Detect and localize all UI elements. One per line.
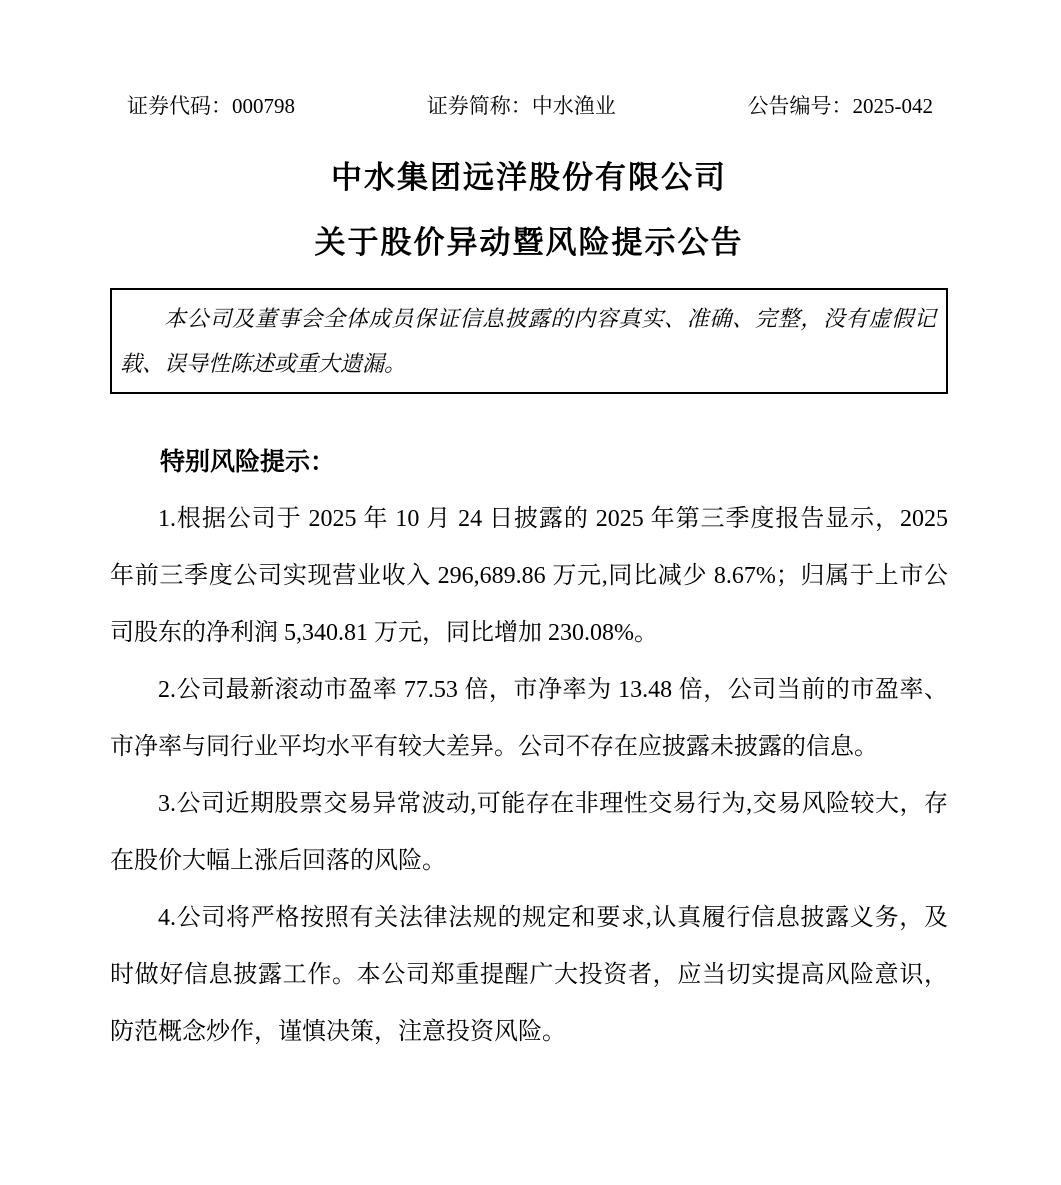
statement-box bbox=[110, 288, 948, 394]
special-risk-heading: 特别风险提示： bbox=[160, 448, 336, 476]
risk-paragraph-1: 1.根据公司于 2025 年 10 月 24 日披露的 2025 年第三季度报告显示，2025 年前三季度公司实现营业收入 296,689.86 万元,同比减少 8.67%；归属于上市公司股东的净利润 5,340.81 万元，同比增加 230.08%。 bbox=[110, 506, 948, 646]
announcement-title: 关于股价异动暨风险提示公告 bbox=[314, 225, 744, 260]
announcement-number: 公告编号：2025-042 bbox=[747, 94, 933, 118]
stock-code: 证券代码：000798 bbox=[127, 94, 295, 118]
risk-paragraph-4: 4.公司将严格按照有关法律法规的规定和要求,认真履行信息披露义务，及时做好信息披露工作。本公司郑重提醒广大投资者，应当切实提高风险意识，防范概念炒作，谨慎决策，注意投资风险。 bbox=[110, 905, 948, 1045]
risk-paragraph-3: 3.公司近期股票交易异常波动,可能存在非理性交易行为,交易风险较大，存在股价大幅上涨后回落的风险。 bbox=[110, 791, 948, 874]
stock-short-name: 证券简称：中水渔业 bbox=[426, 94, 616, 118]
risk-paragraph-2: 2.公司最新滚动市盈率 77.53 倍，市净率为 13.48 倍，公司当前的市盈率、市净率与同行业平均水平有较大差异。公司不存在应披露未披露的信息。 bbox=[110, 677, 948, 760]
document-header bbox=[110, 92, 948, 120]
company-title: 中水集团远洋股份有限公司 bbox=[331, 160, 727, 195]
statement-text: 本公司及董事会全体成员保证信息披露的内容真实、准确、完整，没有虚假记载、误导性陈述或重大遗漏。 bbox=[120, 306, 936, 376]
